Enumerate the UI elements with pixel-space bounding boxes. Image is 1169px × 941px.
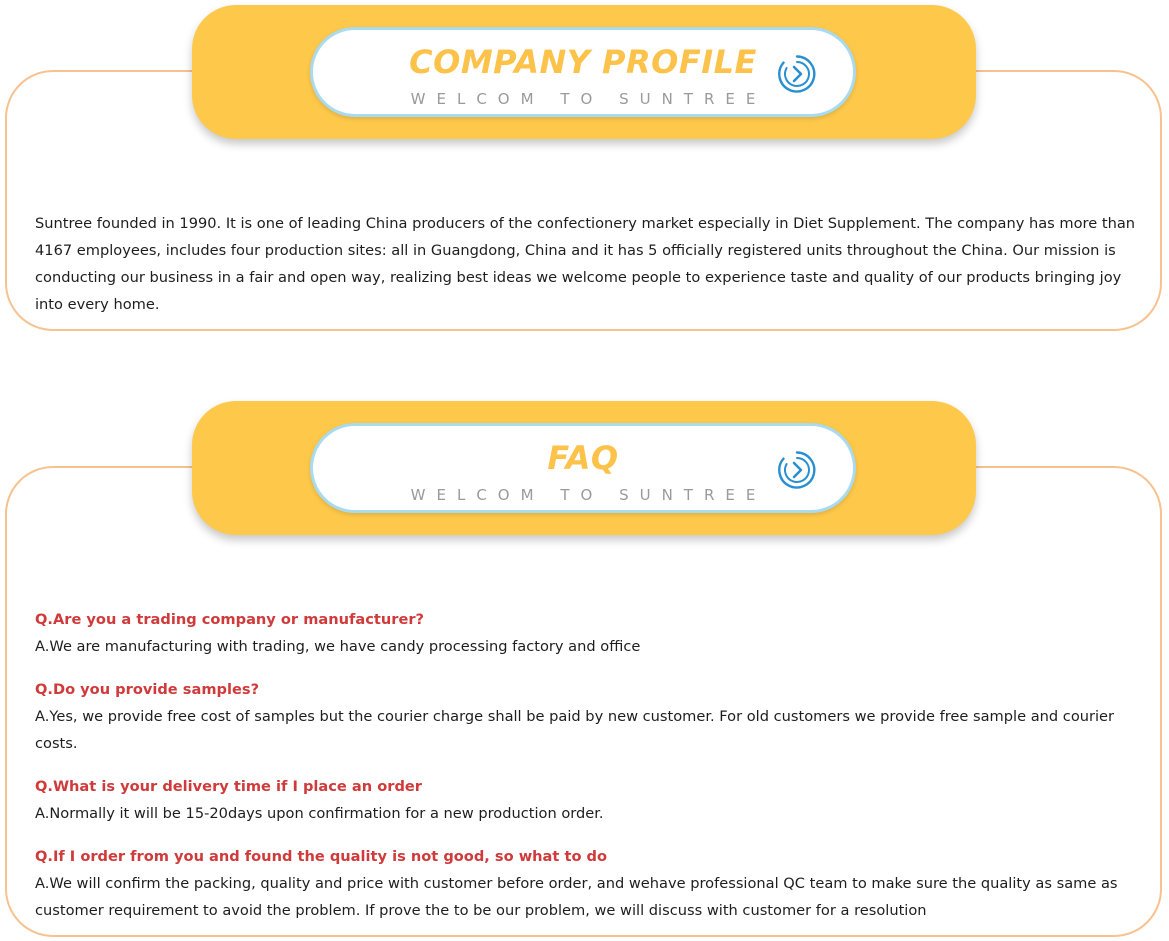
faq-question: Q.Are you a trading company or manufacturer? — [35, 611, 425, 628]
faq-item — [35, 606, 1135, 660]
company-profile-text: Suntree founded in 1990. It is one of leading China producers of the confectionery market especially in Diet Supplement. The company has more than 4167 employees, includes four production sites: all in Guangdong, China and it has 5 officially registered units throughout the China. Our mission is conducting our business in a fair and open way, realizing best ideas we welcome people to experience taste and quality of our products bringing joy into every home. — [35, 215, 1136, 313]
faq-subtitle: WELCOM TO SUNTREE — [410, 486, 767, 504]
faq-answer: A.Normally it will be 15-20days upon confirmation for a new production order. — [35, 805, 604, 822]
faq-item — [35, 773, 1135, 827]
chevron-circle-icon[interactable] — [777, 450, 817, 490]
company-profile-title: COMPANY PROFILE — [409, 43, 757, 81]
faq-banner — [192, 401, 976, 535]
chevron-circle-icon[interactable] — [777, 54, 817, 94]
faq-answer: A.Yes, we provide free cost of samples but the courier charge shall be paid by new customer. For old customers we provide free sample and courier costs. — [35, 708, 1115, 752]
faq-item — [35, 676, 1135, 757]
company-profile-subtitle: WELCOM TO SUNTREE — [410, 90, 767, 108]
faq-list — [35, 606, 1135, 940]
faq-heading-pill — [310, 423, 856, 513]
company-profile-banner — [192, 5, 976, 139]
faq-question: Q.What is your delivery time if I place an order — [35, 778, 422, 795]
faq-item — [35, 843, 1135, 924]
faq-answer: A.We will confirm the packing, quality and price with customer before order, and wehave professional QC team to make sure the quality as same as customer requirement to avoid the problem. If prove the to be our problem, we will discuss with customer for a resolution — [35, 875, 1118, 919]
company-profile-heading-pill — [310, 27, 856, 117]
faq-title: FAQ — [547, 439, 619, 477]
faq-question: Q.If I order from you and found the quality is not good, so what to do — [35, 848, 608, 865]
faq-question: Q.Do you provide samples? — [35, 681, 260, 698]
faq-answer: A.We are manufacturing with trading, we have candy processing factory and office — [35, 638, 641, 655]
